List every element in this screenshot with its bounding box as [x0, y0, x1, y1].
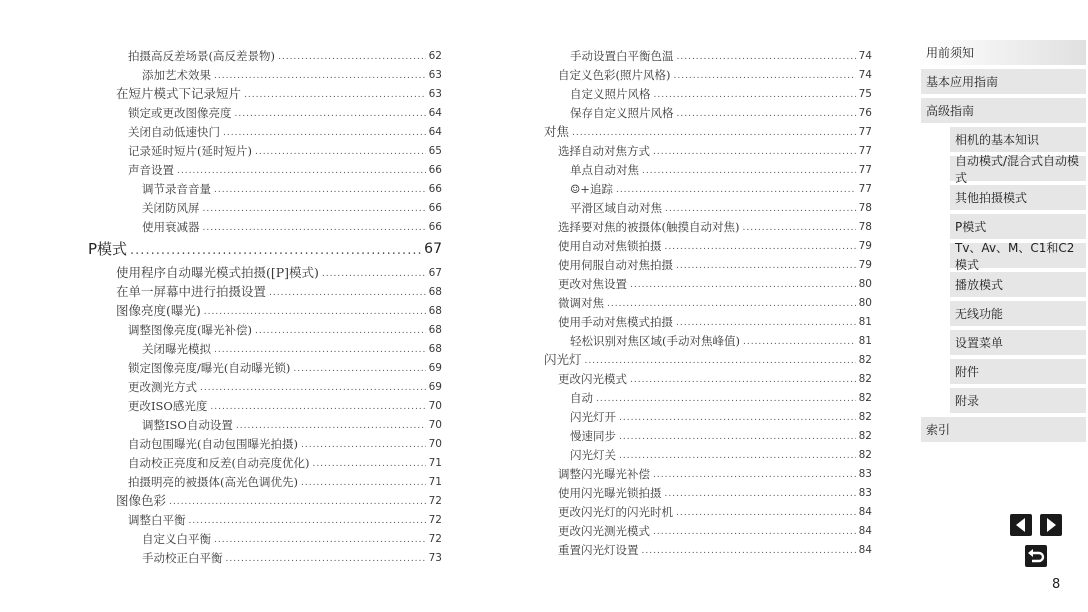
nav-item[interactable]: 播放模式 [950, 272, 1086, 297]
toc-entry-page: 67 [428, 267, 442, 279]
toc-entry-title: 更改闪光灯的闪光时机 [558, 505, 673, 519]
toc-leader-dots [665, 488, 856, 500]
toc-entry[interactable] [544, 44, 872, 63]
toc-leader-dots [214, 534, 426, 546]
toc-entry[interactable] [544, 500, 872, 519]
toc-entry-page: 77 [858, 126, 872, 138]
toc-entry-title: 手动校正白平衡 [142, 551, 223, 565]
toc-leader-dots [203, 222, 426, 234]
toc-leader-dots [189, 515, 426, 527]
toc-leader-dots [596, 393, 856, 405]
toc-entry[interactable] [544, 234, 872, 253]
toc-entry[interactable] [544, 386, 872, 405]
toc-entry-title: 闪光灯 [544, 352, 582, 367]
toc-leader-dots [642, 165, 856, 177]
toc-entry-title: 使用程序自动曝光模式拍摄([P]模式) [116, 265, 319, 280]
toc-entry[interactable] [88, 215, 442, 234]
toc-leader-dots [665, 241, 856, 253]
toc-entry-page: 70 [428, 438, 442, 450]
toc-entry-page: 66 [428, 164, 442, 176]
toc-entry[interactable] [544, 177, 872, 196]
toc-entry[interactable] [544, 272, 872, 291]
toc-entry-page: 74 [858, 69, 872, 81]
toc-entry[interactable] [544, 215, 872, 234]
toc-entry-title: 拍摄明亮的被摄体(高光色调优先) [128, 475, 298, 489]
toc-leader-dots [210, 401, 425, 413]
toc-entry-page: 68 [428, 343, 442, 355]
toc-leader-dots [619, 412, 856, 424]
toc-entry-title: 使用手动对焦模式拍摄 [558, 315, 673, 329]
toc-entry-title: 调整ISO自动设置 [142, 418, 233, 432]
toc-entry-title: 更改测光方式 [128, 380, 197, 394]
toc-entry[interactable] [88, 394, 442, 413]
toc-entry-page: 81 [858, 335, 872, 347]
toc-leader-dots [676, 260, 856, 272]
nav-item[interactable]: Tv、Av、M、C1和C2模式 [950, 243, 1086, 268]
toc-entry[interactable] [88, 318, 442, 337]
nav-item[interactable]: 其他拍摄模式 [950, 185, 1086, 210]
toc-entry[interactable] [88, 489, 442, 508]
toc-entry[interactable] [544, 481, 872, 500]
toc-entry-page: 84 [858, 525, 872, 537]
toc-entry[interactable] [88, 299, 442, 318]
toc-entry-title: 使用衰减器 [142, 220, 200, 234]
toc-entry-title: 选择要对焦的被摄体(触摸自动对焦) [558, 220, 740, 234]
toc-entry[interactable] [544, 462, 872, 481]
toc-leader-dots [742, 222, 855, 234]
toc-entry-page: 65 [428, 145, 442, 157]
toc-entry-page: 71 [428, 476, 442, 488]
toc-leader-dots [226, 553, 426, 565]
toc-entry-page: 78 [858, 202, 872, 214]
toc-leader-dots [677, 108, 856, 120]
nav-item[interactable]: P模式 [950, 214, 1086, 239]
toc-leader-dots [676, 507, 856, 519]
toc-entry-page: 76 [858, 107, 872, 119]
toc-entry[interactable] [544, 538, 872, 557]
toc-entry-page: 74 [858, 50, 872, 62]
toc-entry[interactable] [88, 470, 442, 489]
toc-entry[interactable] [88, 196, 442, 215]
toc-leader-dots [204, 306, 426, 318]
toc-entry-page: 84 [858, 506, 872, 518]
toc-entry[interactable] [544, 443, 872, 462]
toc-leader-dots [630, 279, 856, 291]
toc-entry-page: 72 [428, 514, 442, 526]
next-page-button[interactable] [1040, 514, 1062, 536]
toc-entry-title: 选择自动对焦方式 [558, 144, 650, 158]
toc-leader-dots [619, 450, 856, 462]
toc-entry[interactable] [88, 177, 442, 196]
toc-entry-page: 66 [428, 183, 442, 195]
toc-entry-page: 78 [858, 221, 872, 233]
toc-entry-page: 77 [858, 164, 872, 176]
toc-leader-dots [743, 336, 856, 348]
toc-entry-title: 自定义色彩(照片风格) [558, 68, 671, 82]
toc-entry-title: 拍摄高反差场景(高反差景物) [128, 49, 275, 63]
toc-leader-dots [619, 431, 856, 443]
toc-entry-title: 在单一屏幕中进行拍摄设置 [116, 284, 267, 299]
toc-entry-title: 图像色彩 [116, 493, 167, 508]
toc-entry-page: 79 [858, 240, 872, 252]
toc-leader-dots [200, 382, 426, 394]
toc-entry-title: 自定义白平衡 [142, 532, 211, 546]
toc-entry-page: 82 [858, 392, 872, 404]
toc-entry[interactable] [544, 310, 872, 329]
toc-entry-page: 68 [428, 305, 442, 317]
toc-entry-page: 69 [428, 362, 442, 374]
toc-entry[interactable] [88, 82, 442, 101]
toc-entry-title: 平滑区域自动对焦 [570, 201, 662, 215]
arrow-left-icon [1010, 514, 1032, 536]
toc-entry[interactable] [544, 253, 872, 272]
toc-leader-dots [255, 146, 426, 158]
arrow-right-icon [1040, 514, 1062, 536]
toc-entry-page: 73 [428, 552, 442, 564]
toc-leader-dots [130, 244, 421, 258]
toc-entry-page: 72 [428, 495, 442, 507]
toc-entry-title: 慢速同步 [570, 429, 616, 443]
toc-entry[interactable] [544, 291, 872, 310]
toc-leader-dots [278, 51, 426, 63]
toc-entry-page: 64 [428, 126, 442, 138]
toc-entry-title: 调节录音音量 [142, 182, 211, 196]
toc-entry-page: 63 [428, 69, 442, 81]
toc-entry-title: 闪光灯开 [570, 410, 616, 424]
nav-item[interactable]: 设置菜单 [950, 330, 1086, 355]
toc-entry-title: 声音设置 [128, 163, 174, 177]
toc-entry-page: 68 [428, 286, 442, 298]
toc-leader-dots [653, 146, 856, 158]
toc-entry-page: 82 [858, 354, 872, 366]
toc-entry-page: 71 [428, 457, 442, 469]
toc-entry-page: 83 [858, 468, 872, 480]
toc-entry[interactable] [88, 120, 442, 139]
toc-leader-dots [642, 545, 856, 557]
toc-entry-page: 81 [858, 316, 872, 328]
toc-entry-page: 70 [428, 400, 442, 412]
toc-entry-title: 关闭自动低速快门 [128, 125, 220, 139]
return-icon [1025, 545, 1047, 567]
toc-entry[interactable] [544, 101, 872, 120]
toc-entry-page: 63 [428, 88, 442, 100]
toc-entry[interactable] [88, 44, 442, 63]
toc-entry-title: 使用伺服自动对焦拍摄 [558, 258, 673, 272]
toc-entry-page: 77 [858, 145, 872, 157]
toc-leader-dots [214, 344, 426, 356]
toc-entry-page: 82 [858, 373, 872, 385]
toc-entry[interactable] [88, 356, 442, 375]
toc-leader-dots [653, 469, 856, 481]
toc-entry-title: 自定义照片风格 [570, 87, 651, 101]
return-button[interactable] [1025, 545, 1047, 567]
nav-item[interactable]: 基本应用指南 [921, 69, 1086, 94]
toc-entry-page: 66 [428, 202, 442, 214]
toc-entry-title: 更改闪光测光模式 [558, 524, 650, 538]
toc-entry[interactable] [88, 234, 442, 261]
nav-item[interactable]: 索引 [921, 417, 1086, 442]
toc-leader-dots [572, 127, 856, 139]
toc-entry-page: 83 [858, 487, 872, 499]
toc-entry[interactable] [544, 329, 872, 348]
toc-entry-page: 66 [428, 221, 442, 233]
toc-entry-title: 保存自定义照片风格 [570, 106, 674, 120]
toc-leader-dots [214, 184, 426, 196]
toc-entry-title: 调整闪光曝光补偿 [558, 467, 650, 481]
toc-entry-title: 更改ISO感光度 [128, 399, 208, 413]
toc-entry-title: 轻松识别对焦区域(手动对焦峰值) [570, 334, 740, 348]
toc-entry-page: 80 [858, 278, 872, 290]
toc-leader-dots [293, 363, 425, 375]
toc-entry-title: ☺+追踪 [570, 182, 613, 196]
toc-entry-title: 手动设置白平衡色温 [570, 49, 674, 63]
toc-entry-title: 记录延时短片(延时短片) [128, 144, 252, 158]
toc-entry[interactable] [88, 337, 442, 356]
toc-entry[interactable] [544, 405, 872, 424]
toc-entry-title: P模式 [88, 240, 128, 258]
section-nav [921, 40, 1086, 446]
toc-leader-dots [630, 374, 856, 386]
toc-entry[interactable] [88, 101, 442, 120]
toc-entry[interactable] [88, 432, 442, 451]
toc-entry-page: 68 [428, 324, 442, 336]
toc-leader-dots [177, 165, 426, 177]
toc-leader-dots [301, 439, 426, 451]
nav-item[interactable]: 无线功能 [950, 301, 1086, 326]
toc-leader-dots [607, 298, 856, 310]
toc-entry[interactable] [544, 158, 872, 177]
toc-entry[interactable] [544, 63, 872, 82]
toc-leader-dots [169, 496, 426, 508]
toc-leader-dots [203, 203, 426, 215]
toc-entry-page: 79 [858, 259, 872, 271]
toc-entry[interactable] [88, 139, 442, 158]
toc-entry[interactable] [544, 82, 872, 101]
toc-leader-dots [673, 70, 855, 82]
toc-entry[interactable] [88, 527, 442, 546]
toc-entry-title: 自动校正亮度和反差(自动亮度优化) [128, 456, 310, 470]
nav-item[interactable]: 高级指南 [921, 98, 1086, 123]
toc-entry-page: 69 [428, 381, 442, 393]
toc-entry-page: 82 [858, 411, 872, 423]
toc-entry-page: 82 [858, 430, 872, 442]
toc-column-right [544, 44, 872, 557]
toc-entry-title: 自动 [570, 391, 593, 405]
toc-leader-dots [653, 526, 856, 538]
toc-entry[interactable] [544, 519, 872, 538]
toc-entry-title: 微调对焦 [558, 296, 604, 310]
toc-entry-page: 84 [858, 544, 872, 556]
toc-column-left [88, 44, 442, 565]
toc-entry-title: 单点自动对焦 [570, 163, 639, 177]
toc-entry-title: 自动包围曝光(自动包围曝光拍摄) [128, 437, 298, 451]
toc-entry-title: 闪光灯关 [570, 448, 616, 462]
toc-leader-dots [616, 184, 856, 196]
toc-entry-title: 重置闪光灯设置 [558, 543, 639, 557]
toc-leader-dots [677, 51, 856, 63]
toc-entry-title: 添加艺术效果 [142, 68, 211, 82]
toc-entry[interactable] [88, 375, 442, 394]
toc-leader-dots [235, 108, 426, 120]
toc-entry[interactable] [88, 451, 442, 470]
toc-entry-page: 72 [428, 533, 442, 545]
nav-item[interactable]: 自动模式/混合式自动模式 [950, 156, 1086, 181]
nav-item[interactable]: 附录 [950, 388, 1086, 413]
toc-entry[interactable] [544, 196, 872, 215]
toc-entry[interactable] [544, 139, 872, 158]
toc-entry-page: 62 [428, 50, 442, 62]
toc-entry[interactable] [88, 413, 442, 432]
toc-entry[interactable] [88, 63, 442, 82]
toc-entry[interactable] [88, 508, 442, 527]
toc-entry[interactable] [544, 367, 872, 386]
toc-leader-dots [312, 458, 425, 470]
toc-entry[interactable] [544, 120, 872, 139]
toc-leader-dots [223, 127, 426, 139]
page-number: 8 [1052, 577, 1061, 592]
toc-entry-title: 在短片模式下记录短片 [116, 86, 242, 101]
toc-leader-dots [269, 287, 426, 299]
toc-leader-dots [322, 268, 426, 280]
nav-item[interactable]: 相机的基本知识 [950, 127, 1086, 152]
toc-entry-page: 70 [428, 419, 442, 431]
toc-entry-page: 64 [428, 107, 442, 119]
toc-entry[interactable] [88, 546, 442, 565]
toc-entry-title: 关闭防风屏 [142, 201, 200, 215]
toc-entry[interactable] [88, 261, 442, 280]
toc-entry-title: 更改对焦设置 [558, 277, 627, 291]
toc-entry-title: 调整白平衡 [128, 513, 186, 527]
toc-entry[interactable] [88, 158, 442, 177]
toc-entry-title: 关闭曝光模拟 [142, 342, 211, 356]
toc-entry-page: 82 [858, 449, 872, 461]
toc-leader-dots [255, 325, 426, 337]
toc-entry-title: 锁定图像亮度/曝光(自动曝光锁) [128, 361, 291, 375]
toc-entry-title: 锁定或更改图像亮度 [128, 106, 232, 120]
toc-entry[interactable] [544, 424, 872, 443]
toc-leader-dots [214, 70, 426, 82]
toc-leader-dots [676, 317, 856, 329]
toc-entry-title: 使用自动对焦锁拍摄 [558, 239, 662, 253]
toc-leader-dots [665, 203, 856, 215]
toc-entry-title: 更改闪光模式 [558, 372, 627, 386]
toc-leader-dots [244, 89, 426, 101]
toc-entry-title: 使用闪光曝光锁拍摄 [558, 486, 662, 500]
toc-leader-dots [236, 420, 426, 432]
toc-leader-dots [301, 477, 426, 489]
nav-item[interactable]: 附件 [950, 359, 1086, 384]
nav-item[interactable]: 用前须知 [921, 40, 1086, 65]
toc-entry[interactable] [88, 280, 442, 299]
toc-leader-dots [585, 355, 856, 367]
toc-entry-title: 调整图像亮度(曝光补偿) [128, 323, 252, 337]
toc-leader-dots [654, 89, 856, 101]
toc-entry[interactable] [544, 348, 872, 367]
toc-entry-title: 对焦 [544, 124, 570, 139]
toc-entry-page: 80 [858, 297, 872, 309]
toc-entry-page: 77 [858, 183, 872, 195]
toc-entry-page: 67 [424, 241, 442, 257]
prev-page-button[interactable] [1010, 514, 1032, 536]
toc-entry-page: 75 [858, 88, 872, 100]
toc-entry-title: 图像亮度(曝光) [116, 303, 201, 318]
